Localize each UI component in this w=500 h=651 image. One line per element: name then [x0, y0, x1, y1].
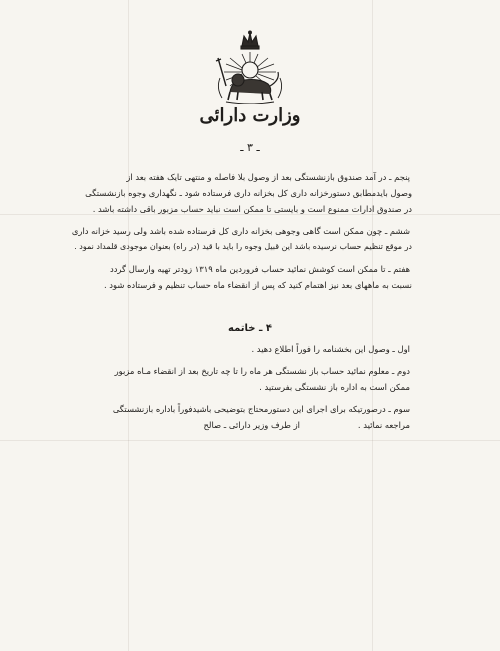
closing-item: ممکن است به اداره باز نشستگی بفرستید . — [259, 382, 410, 392]
paragraph-line: ششم ـ چون ممکن است گاهی وجوهی بخزانه داری کل فرستاده شده باشد ولی رسید خزانه داری — [71, 226, 410, 236]
fold-line — [128, 0, 129, 651]
paragraph-line: پنجم ـ در آمد صندوق بازنشستگی بعد از وصول بلا فاصله و منتهی تایک هفته بعد از — [126, 172, 410, 182]
paragraph-line: نسبت به ماههای بعد نیز اهتمام کنید که پس از انقضاء ماه حساب تنظیم و فرستاده شود . — [103, 280, 412, 290]
paragraph-line: هفتم ـ تا ممکن است کوشش نمائید حساب فروردین ماه ۱۳۱۹ زودتر تهیه وارسال گردد — [109, 264, 410, 274]
paragraph-line: در موقع تنظیم حساب نرسیده باشد این قبیل وجوه را باید با قید (در راه) بعنوان موجودی قلمداد نمود . — [74, 242, 412, 251]
lion-and-sun-emblem-icon — [208, 30, 292, 104]
closing-item: سوم ـ درصورتیکه برای اجرای این دستورمحتاج بتوضیحی باشیدفوراً باداره بازنشستگی — [112, 404, 410, 414]
ministry-heading: وزارت دارائی — [199, 105, 301, 126]
page-number: ـ ۳ ـ — [240, 141, 260, 154]
paragraph-line: در صندوق ادارات ممنوع است و بایستی تا ممکن است نباید حساب مزبور باقی داشته باشد . — [92, 204, 412, 214]
closing-item: دوم ـ معلوم نمائید حساب باز نشستگی هر ماه را تا چه تاریخ بعد از انقضاء مـاه مزبور — [114, 366, 410, 376]
closing-item: اول ـ وصول این بخشنامه را فوراً اطلاع دهید . — [251, 344, 410, 354]
fold-line — [0, 440, 500, 441]
fold-line — [372, 0, 373, 651]
paragraph-line: وصول بایدمطابق دستورخزانه داری کل بخزانه داری فرستاده شود ـ نگهداری وجوه بازنشستگی — [85, 188, 412, 198]
signature: از طرف وزیر دارائی ـ صالح — [203, 420, 300, 430]
closing-item: مراجعه نمائید . — [357, 420, 410, 430]
section-title: ۴ ـ خاتمه — [228, 323, 272, 334]
